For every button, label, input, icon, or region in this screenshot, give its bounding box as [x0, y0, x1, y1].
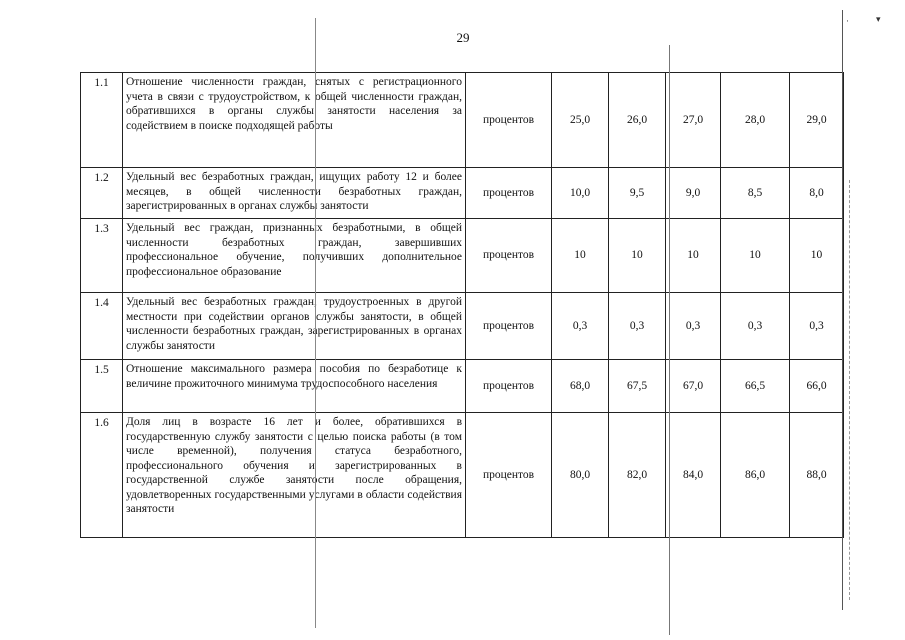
table-row — [81, 293, 844, 360]
value-cell: 84,0 — [666, 413, 721, 538]
value-cell: 67,0 — [666, 360, 721, 413]
value-cell: 66,5 — [721, 360, 790, 413]
row-number: 1.5 — [81, 360, 123, 413]
indicator-description: Удельный вес безработных граждан, ищущих работу 12 и более месяцев, в общей численности безработных граждан, зарегистрированных в органах службы занятости — [123, 168, 466, 219]
value-cell: 28,0 — [721, 73, 790, 168]
scan-line — [849, 180, 850, 600]
value-cell: 66,0 — [790, 360, 844, 413]
scan-line — [315, 18, 316, 628]
unit-cell: процентов — [466, 360, 552, 413]
scan-line — [842, 10, 843, 610]
value-cell: 10 — [721, 219, 790, 293]
page-number: 29 — [456, 30, 470, 45]
table-row — [81, 360, 844, 413]
scan-mark: · — [846, 16, 849, 26]
value-cell: 8,5 — [721, 168, 790, 219]
value-cell: 0,3 — [790, 293, 844, 360]
value-cell: 80,0 — [552, 413, 609, 538]
value-cell: 9,0 — [666, 168, 721, 219]
unit-cell: процентов — [466, 413, 552, 538]
value-cell: 86,0 — [721, 413, 790, 538]
unit-cell: процентов — [466, 73, 552, 168]
scan-mark: ▾ — [876, 14, 881, 24]
value-cell: 0,3 — [552, 293, 609, 360]
indicator-description: Удельный вес безработных граждан, трудоустроенных в другой местности при содействии органов службы занятости, в общей численности безработных граждан, зарегистрированных в органах службы занятости — [123, 293, 466, 360]
indicator-description: Доля лиц в возрасте 16 лет и более, обратившихся в государственную службу занятости с целью поиска работы (в том числе временной), получения статуса безработного, профессионального обучения и зарегистрированных в государственной службе занятости после обращения, удовлетворенных государственными услугами в области содействия занятости — [123, 413, 466, 538]
value-cell: 88,0 — [790, 413, 844, 538]
unit-cell: процентов — [466, 168, 552, 219]
unit-cell: процентов — [466, 219, 552, 293]
indicator-description: Отношение численности граждан, снятых с регистрационного учета в связи с трудоустройством, к общей численности граждан, обратившихся в органы службы занятости населения за содействием в поиске подходящей работы — [123, 73, 466, 168]
row-number: 1.1 — [81, 73, 123, 168]
table-row — [81, 219, 844, 293]
row-number: 1.6 — [81, 413, 123, 538]
indicator-description: Отношение максимального размера пособия по безработице к величине прожиточного минимума трудоспособного населения — [123, 360, 466, 413]
table-row — [81, 168, 844, 219]
value-cell: 0,3 — [721, 293, 790, 360]
value-cell: 26,0 — [609, 73, 666, 168]
value-cell: 10 — [666, 219, 721, 293]
value-cell: 10,0 — [552, 168, 609, 219]
value-cell: 0,3 — [666, 293, 721, 360]
table-row — [81, 73, 844, 168]
value-cell: 29,0 — [790, 73, 844, 168]
indicators-table — [80, 72, 844, 538]
value-cell: 10 — [790, 219, 844, 293]
value-cell: 8,0 — [790, 168, 844, 219]
scan-line — [669, 45, 670, 635]
value-cell: 10 — [552, 219, 609, 293]
value-cell: 0,3 — [609, 293, 666, 360]
row-number: 1.4 — [81, 293, 123, 360]
value-cell: 9,5 — [609, 168, 666, 219]
value-cell: 10 — [609, 219, 666, 293]
unit-cell: процентов — [466, 293, 552, 360]
indicator-description: Удельный вес граждан, признанных безработными, в общей численности безработных граждан, завершивших профессиональное обучение, получивших дополнительное профессиональное образование — [123, 219, 466, 293]
row-number: 1.2 — [81, 168, 123, 219]
value-cell: 68,0 — [552, 360, 609, 413]
value-cell: 82,0 — [609, 413, 666, 538]
value-cell: 27,0 — [666, 73, 721, 168]
row-number: 1.3 — [81, 219, 123, 293]
table-row — [81, 413, 844, 538]
value-cell: 25,0 — [552, 73, 609, 168]
value-cell: 67,5 — [609, 360, 666, 413]
